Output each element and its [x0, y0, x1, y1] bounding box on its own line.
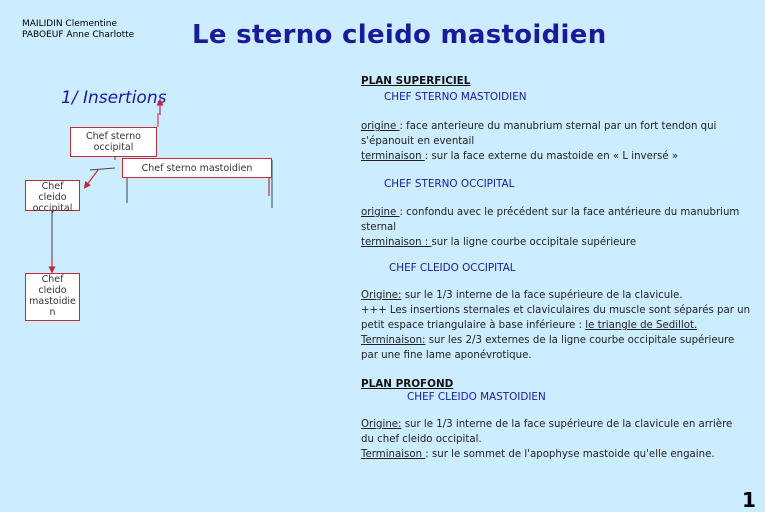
sterno-mastoidien-text: [361, 119, 756, 164]
page-title: Le sterno cleido mastoidien: [192, 20, 607, 50]
box-label: Chef sterno: [86, 131, 141, 142]
sterno-occipital-title: CHEF STERNO OCCIPITAL: [384, 178, 515, 190]
insertions-note: +++ Les insertions sternales et claviculaires du muscle sont séparés par un: [361, 305, 751, 316]
cleido-occipital-title: CHEF CLEIDO OCCIPITAL: [389, 262, 516, 274]
box-label: occipital: [93, 142, 134, 153]
terminaison-text: sur les 2/3 externes de la ligne courbe occipitale supérieure: [425, 335, 735, 346]
cleido-mastoidien-title: CHEF CLEIDO MASTOIDIEN: [407, 391, 546, 403]
origin-text: sur le 1/3 interne de la face supérieure de la clavicule en arrière: [401, 419, 733, 430]
sterno-mastoidien-title: CHEF STERNO MASTOIDIEN: [384, 91, 527, 103]
author-2: PABOEUF Anne Charlotte: [22, 30, 135, 40]
triangle-sedillot: le triangle de Sedillot.: [585, 320, 698, 331]
section-label: 1/ Insertions: [61, 88, 167, 108]
terminaison-label: Terminaison: [361, 449, 426, 460]
origin-label: Origine:: [361, 419, 402, 430]
box-chef-cleido-occipital: [25, 180, 80, 214]
plan-profond-heading: PLAN PROFOND: [361, 378, 454, 390]
box-chef-cleido-mastoidien: [25, 273, 80, 321]
author-1: MAILIDIN Clementine: [22, 19, 118, 29]
terminaison-text: : sur le sommet de l'apophyse mastoide qu'elle engaine.: [425, 449, 715, 460]
page-number: 1: [742, 488, 756, 512]
terminaison-label: terminaison :: [361, 237, 432, 248]
terminaison-label: Terminaison:: [361, 335, 426, 346]
origin-label: Origine:: [361, 290, 402, 301]
origin-text-2: s'épanouit en eventail: [361, 136, 475, 147]
box-label: n: [49, 307, 56, 318]
terminaison-text: : sur la face externe du mastoide en « L inversé »: [424, 151, 679, 162]
cleido-occipital-text: [361, 288, 756, 363]
box-label: occipital: [32, 203, 73, 214]
connector-line: [86, 170, 98, 186]
origin-text: : face anterieure du manubrium sternal par un fort tendon qui: [399, 121, 717, 132]
origin-label: origine: [361, 207, 400, 218]
box-label: Chef sterno mastoidien: [141, 163, 253, 174]
terminaison-label: terminaison: [361, 151, 425, 162]
origin-text-2: du chef cleido occipital.: [361, 434, 482, 445]
box-chef-sterno-mastoidien: [122, 158, 272, 178]
triangle-note: petit espace triangulaire à base inférieure :: [361, 320, 586, 331]
sterno-occipital-text: [361, 205, 756, 250]
box-label: mastoidie: [29, 296, 76, 307]
terminaison-text: sur la ligne courbe occipitale supérieure: [431, 237, 637, 248]
box-label: cleido: [38, 285, 67, 296]
box-label: Chef: [41, 274, 64, 285]
origin-text-2: sternal: [361, 222, 397, 233]
origin-text: sur le 1/3 interne de la face supérieure de la clavicule.: [401, 290, 683, 301]
box-chef-sterno-occipital: [70, 127, 157, 157]
box-label: cleido: [38, 192, 67, 203]
terminaison-text-2: par une fine lame aponévrotique.: [361, 350, 532, 361]
box-label: Chef: [41, 181, 64, 192]
cleido-mastoidien-text: [361, 417, 756, 462]
connector-line: [90, 168, 115, 170]
origin-text: : confondu avec le précédent sur la face antérieure du manubrium: [399, 207, 740, 218]
origin-label: origine: [361, 121, 400, 132]
plan-superficiel-heading: PLAN SUPERFICIEL: [361, 75, 471, 87]
